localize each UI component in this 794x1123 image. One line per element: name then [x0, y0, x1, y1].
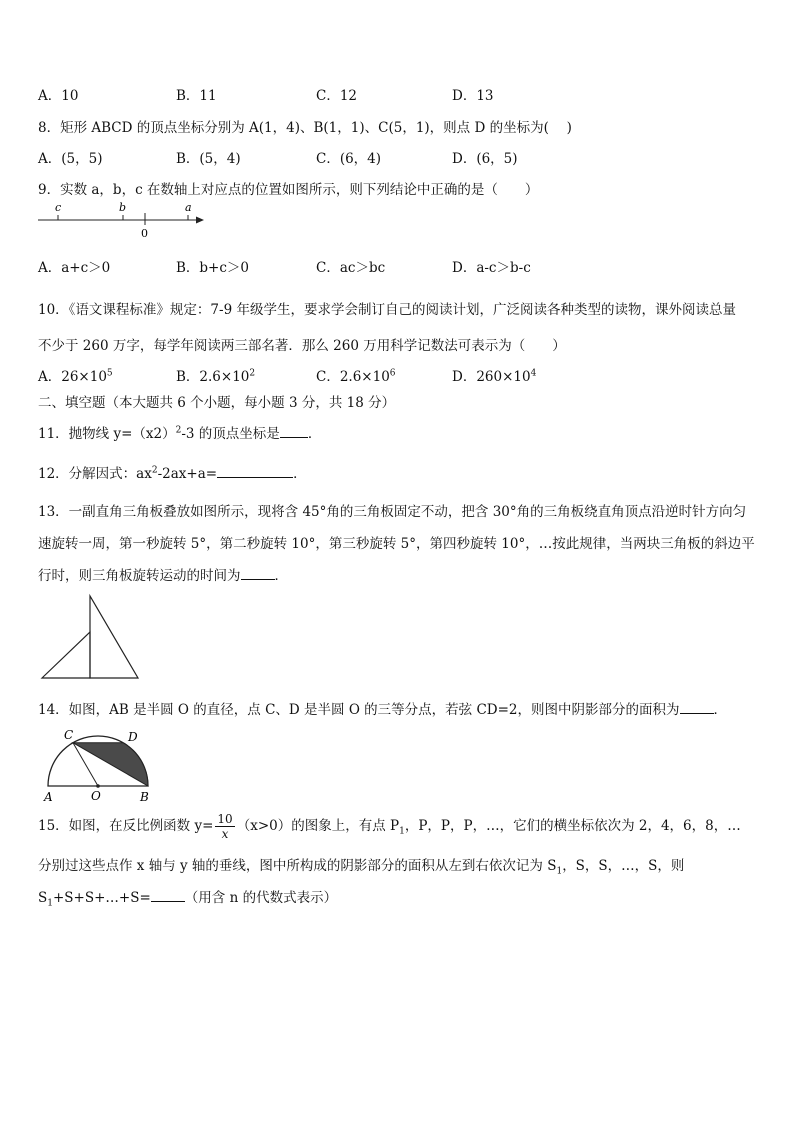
- fraction-10-over-x: $\frac{10}{x}$: [217, 812, 233, 841]
- q10-option-d: D．$260\times 10^4$: [452, 368, 537, 385]
- q7-option-b: B．11: [176, 88, 217, 104]
- label-C: C: [64, 728, 74, 742]
- label-a: a: [185, 201, 192, 214]
- label-b: b: [119, 201, 127, 214]
- q8-option-d: D．(6，5): [452, 151, 518, 167]
- q10-option-b: B．$2.6\times 10^2$: [176, 368, 256, 385]
- q8-option-a: A．(5，5): [38, 151, 103, 167]
- q8-option-b: B．(5，4): [176, 151, 241, 167]
- q14-text: 14．如图，AB 是半圆 O 的直径，点 C、D 是半圆 O 的三等分点，若弦 CD=2，则图中阴影部分的面积为 ．: [38, 698, 727, 718]
- q10-option-c: C．$2.6\times 10^6$: [316, 368, 396, 385]
- q7-option-c: C．12: [316, 88, 358, 104]
- q12-answer-blank[interactable]: [217, 463, 293, 478]
- number-line-figure: [36, 198, 208, 240]
- label-A: A: [44, 790, 53, 804]
- q15-text-line2: 分别过这些点作 x 轴与 y 轴的垂线，图中所构成的阴影部分的面积从左到右依次记为 $S_1$，S，S，…，S，则: [38, 858, 685, 877]
- q15-answer-blank[interactable]: [151, 887, 185, 902]
- q14-answer-blank[interactable]: [680, 699, 714, 714]
- label-zero: 0: [141, 227, 148, 240]
- q8-option-c: C．(6，4): [316, 151, 382, 167]
- q10-text-line1: 10．《语文课程标准》规定：7-9 年级学生，要求学会制订自己的阅读计划，广泛阅读各种类型的读物，课外阅读总量: [38, 302, 736, 318]
- q9-option-a: A．a+c＞0: [38, 260, 111, 276]
- label-c: c: [55, 201, 62, 214]
- q9-option-c: C．ac＞bc: [316, 260, 386, 276]
- label-D: D: [128, 730, 138, 744]
- q13-answer-blank[interactable]: [241, 565, 275, 580]
- q8-text: 8．矩形 ABCD 的顶点坐标分别为 A(1，4)、B(1，1)、C(5，1)，则点 D 的坐标为( ): [38, 120, 572, 136]
- q9-text: 9．实数 a，b，c 在数轴上对应点的位置如图所示，则下列结论中正确的是（ ）: [38, 182, 539, 198]
- q7-option-a: A．10: [38, 88, 79, 104]
- q15-text-line1: 15．如图，在反比例函数 y= $\frac{10}{x}$ （x>0）的图象上，有点 $P_1$，P，P，P，…，它们的横坐标依次为 2，4，6，8，…: [38, 812, 741, 841]
- q15-text-line3: $S_1+S+S+\dots+S=$ （用含 n 的代数式表示）: [38, 886, 337, 909]
- q10-text-line2: 不少于 260 万字，每学年阅读两三部名著．那么 260 万用科学记数法可表示为（ ）: [38, 338, 566, 354]
- q10-option-a: A．$26\times 10^5$: [38, 368, 113, 385]
- q9-option-b: B．b+c＞0: [176, 260, 250, 276]
- q11-answer-blank[interactable]: [280, 423, 308, 438]
- q13-text-line2: 速旋转一周，第一秒旋转 5°，第二秒旋转 10°，第三秒旋转 5°，第四秒旋转 10°，…按此规律，当两块三角板的斜边平: [38, 536, 755, 552]
- label-O: O: [91, 789, 101, 803]
- q7-option-d: D．13: [452, 88, 494, 104]
- section-heading: 二、填空题（本大题共 6 个小题，每小题 3 分，共 18 分）: [38, 395, 396, 411]
- q13-text-line1: 13．一副直角三角板叠放如图所示，现将含 45°角的三角板固定不动，把含 30°角的三角板绕直角顶点沿逆时针方向匀: [38, 504, 747, 520]
- q13-text-line3: 行时，则三角板旋转运动的时间为 ．: [38, 564, 288, 584]
- q12-text: 12．分解因式：$ax^2-2ax+a=$ ．: [38, 462, 307, 482]
- triangles-figure: [40, 594, 140, 680]
- semicircle-figure: [36, 728, 160, 806]
- q11-text: 11．抛物线 $y=(x2)^2-3$ 的顶点坐标是 ．: [38, 422, 321, 442]
- q9-option-d: D．a-c＞b-c: [452, 260, 531, 276]
- label-B: B: [140, 790, 149, 804]
